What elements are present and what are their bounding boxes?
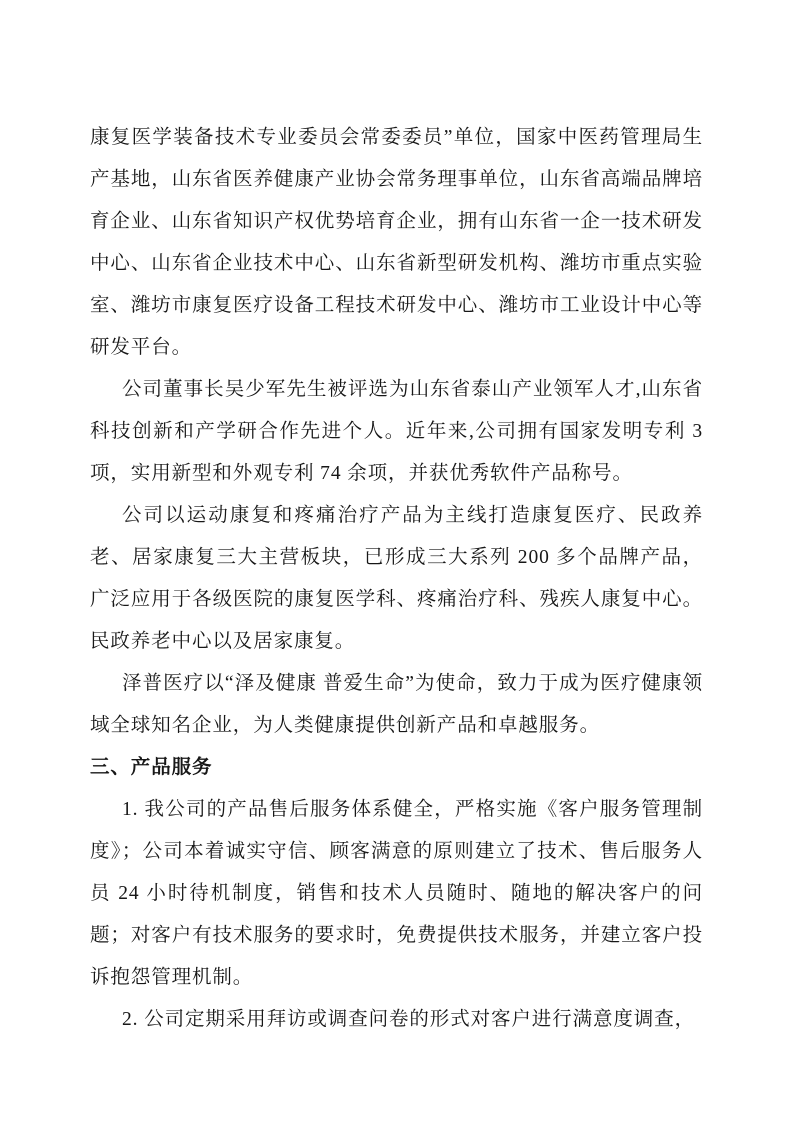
paragraph-chairman-awards: 公司董事长吴少军先生被评选为山东省泰山产业领军人才,山东省科技创新和产学研合作先进个人。近年来,公司拥有国家发明专利 3 项，实用新型和外观专利 74 余项，并获优秀软件产品称号。 [90, 379, 703, 484]
document-body [90, 117, 703, 1041]
section-heading-product-services: 三、产品服务 [90, 757, 213, 778]
paragraph-product-lines: 公司以运动康复和疼痛治疗产品为主线打造康复医疗、民政养老、居家康复三大主营板块，已形成三大系列 200 多个品牌产品，广泛应用于各级医院的康复医学科、疼痛治疗科、残疾人康复中心。民政养老中心以及居家康复。 [90, 505, 703, 652]
paragraph-company-qualifications: 康复医学装备技术专业委员会常委委员”单位，国家中医药管理局生产基地，山东省医养健康产业协会常务理事单位，山东省高端品牌培育企业、山东省知识产权优势培育企业，拥有山东省一企一技术研发中心、山东省企业技术中心、山东省新型研发机构、潍坊市重点实验室、潍坊市康复医疗设备工程技术研发中心、潍坊市工业设计中心等研发平台。 [90, 127, 703, 358]
paragraph-satisfaction-survey: 2. 公司定期采用拜访或调查问卷的形式对客户进行满意度调查， [122, 1009, 696, 1030]
paragraph-after-sales-service: 1. 我公司的产品售后服务体系健全，严格实施《客户服务管理制度》；公司本着诚实守信、顾客满意的原则建立了技术、售后服务人员 24 小时待机制度，销售和技术人员随时、随地的解决客户的问题；对客户有技术服务的要求时，免费提供技术服务，并建立客户投诉抱怨管理机制。 [90, 799, 703, 988]
paragraph-company-mission: 泽普医疗以“泽及健康 普爱生命”为使命，致力于成为医疗健康领域全球知名企业，为人类健康提供创新产品和卓越服务。 [90, 673, 703, 736]
